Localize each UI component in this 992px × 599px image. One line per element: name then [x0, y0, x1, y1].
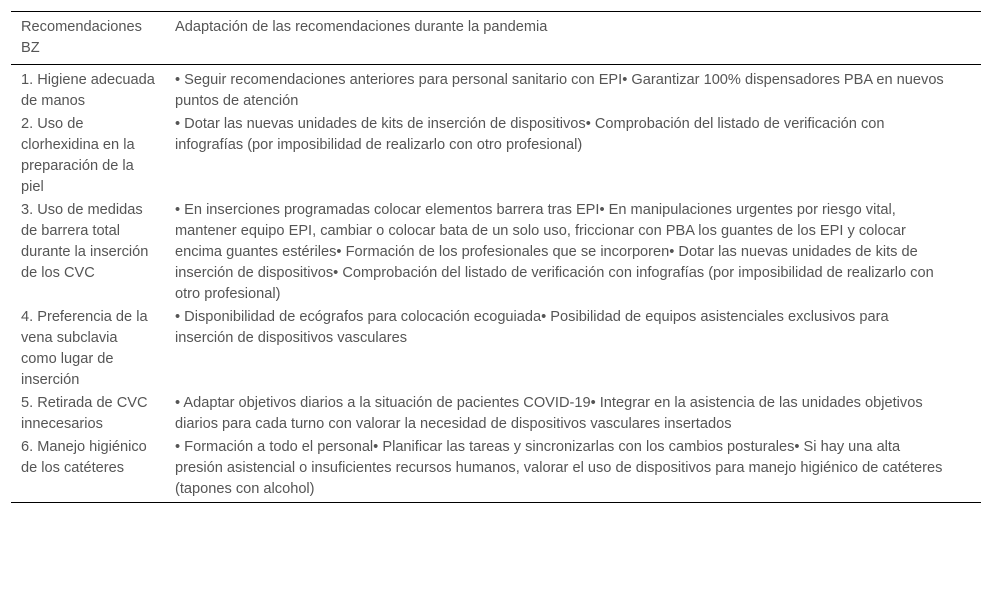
table-row: [11, 65, 981, 114]
recommendation-cell: 4. Preferencia de la vena subclavia como lugar de inserción: [21, 309, 148, 388]
table-row: [11, 436, 981, 503]
table-header: [11, 12, 981, 65]
recommendation-cell: 1. Higiene adecuada de manos: [21, 72, 155, 109]
adaptation-cell: • Disponibilidad de ecógrafos para colocación ecoguiada• Posibilidad de equipos asistenciales exclusivos para inserción de dispositivos vasculares: [175, 309, 889, 346]
header-row: [11, 12, 981, 65]
recommendations-table: [11, 11, 981, 503]
header-adaptation: Adaptación de las recomendaciones durante la pandemia: [165, 12, 981, 65]
header-recommendations: Recomendaciones BZ: [11, 12, 165, 65]
table-row: [11, 113, 981, 199]
adaptation-cell: • Formación a todo el personal• Planificar las tareas y sincronizarlas con los cambios posturales• Si hay una alta presión asistencial o insuficientes recursos humanos, valorar el uso de dispositivos para manejo higiénico de catéteres (tapones con alcohol): [165, 436, 981, 503]
adaptation-cell: • Seguir recomendaciones anteriores para personal sanitario con EPI• Garantizar 100% dispensadores PBA en nuevos puntos de atención: [175, 72, 944, 109]
adaptation-cell: • En inserciones programadas colocar elementos barrera tras EPI• En manipulaciones urgentes por riesgo vital, mantener equipo EPI, cambiar o colocar bata de un solo uso, friccionar con PBA los guantes de los EPI y colocar encima guantes estériles• Formación de los profesionales que se incorporen• Dotar las nuevas unidades de kits de inserción de dispositivos• Comprobación del listado de verificación con infografías (por imposibilidad de realizarlo con otro profesional): [175, 202, 934, 302]
adaptation-cell: • Dotar las nuevas unidades de kits de inserción de dispositivos• Comprobación del listado de verificación con infografías (por imposibilidad de realizarlo con otro profesional): [175, 116, 885, 153]
table-body: [11, 65, 981, 503]
recommendation-cell: 2. Uso de clorhexidina en la preparación de la piel: [21, 116, 135, 195]
table-row: [11, 392, 981, 436]
recommendation-cell: 3. Uso de medidas de barrera total durante la inserción de los CVC: [21, 202, 149, 281]
table-row: [11, 306, 981, 392]
recommendation-cell: 5. Retirada de CVC innecesarios: [21, 395, 148, 432]
recommendation-cell: 6. Manejo higiénico de los catéteres: [11, 436, 165, 503]
table-row: [11, 199, 981, 306]
recommendations-table-container: [11, 11, 981, 503]
adaptation-cell: • Adaptar objetivos diarios a la situación de pacientes COVID-19• Integrar en la asistencia de las unidades objetivos diarios para cada turno con valorar la necesidad de dispositivos vasculares insertados: [175, 395, 923, 432]
